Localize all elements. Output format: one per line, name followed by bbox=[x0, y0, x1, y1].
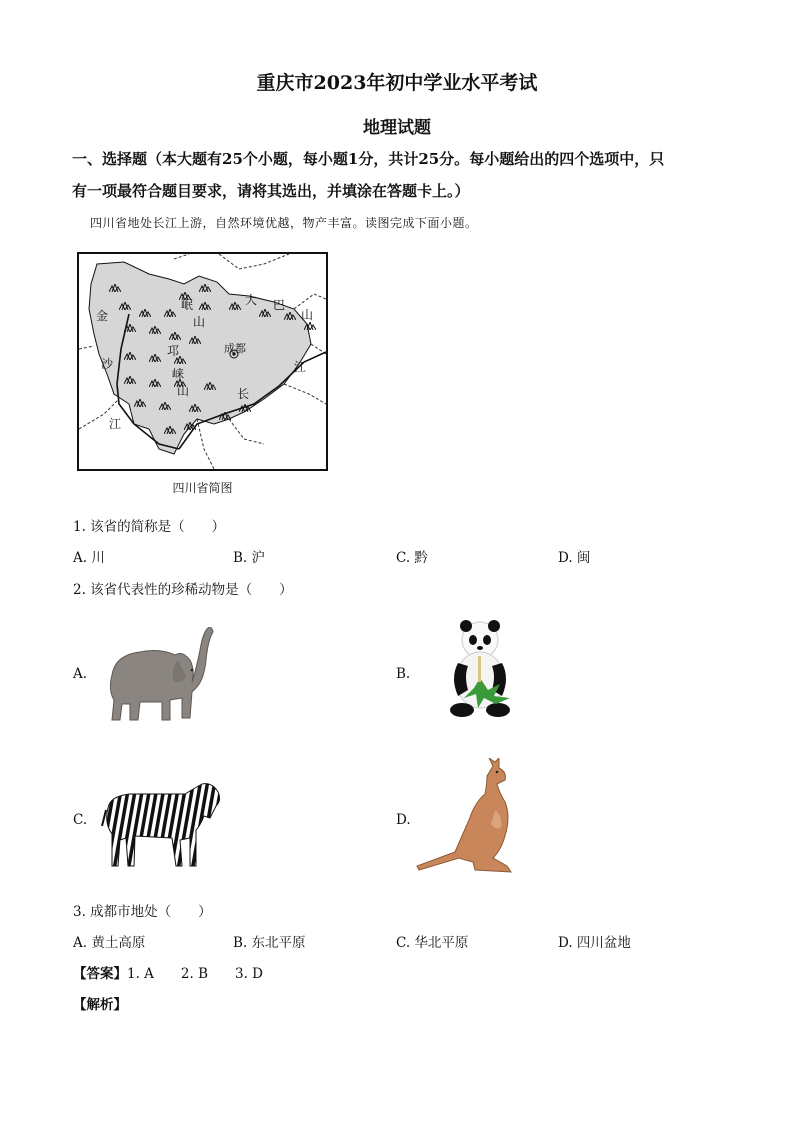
map-label-shan3: 山 bbox=[177, 384, 190, 398]
question-3-stem: 3. 成都市地处（ ） bbox=[73, 904, 212, 920]
elephant-icon bbox=[100, 620, 220, 725]
zebra-icon bbox=[100, 778, 225, 873]
question-3-option-c[interactable]: C. 华北平原 bbox=[396, 935, 469, 951]
intro-text: 四川省地处长江上游，自然环境优越，物产丰富。读图完成下面小题。 bbox=[90, 216, 478, 230]
answer-line bbox=[73, 962, 263, 982]
question-2-option-c[interactable]: C. bbox=[73, 812, 88, 828]
section-heading bbox=[72, 143, 732, 207]
question-1-option-d[interactable]: D. 闽 bbox=[558, 550, 591, 566]
question-3-option-d[interactable]: D. 四川盆地 bbox=[558, 935, 631, 951]
sichuan-map-svg bbox=[79, 254, 326, 469]
map-label-min: 岷 bbox=[181, 298, 194, 312]
question-2-option-a[interactable]: A. bbox=[73, 666, 88, 682]
map-label-qiong: 邛 bbox=[167, 344, 180, 358]
map-label-da: 大 bbox=[245, 293, 258, 307]
map-caption: 四川省简图 bbox=[172, 481, 233, 495]
map-label-sha: 沙 bbox=[101, 357, 114, 371]
map-label-shan1: 山 bbox=[193, 315, 206, 329]
kangaroo-icon bbox=[415, 758, 520, 878]
question-2-option-d[interactable]: D. bbox=[396, 812, 411, 828]
analysis-line bbox=[73, 993, 127, 1013]
map-label-chengdu: 成都 bbox=[224, 342, 246, 355]
question-1-stem: 1. 该省的简称是（ ） bbox=[73, 519, 226, 535]
question-3-option-b[interactable]: B. 东北平原 bbox=[233, 935, 306, 951]
answer-text: 1. A 2. B 3. D bbox=[127, 966, 264, 982]
panda-icon bbox=[440, 618, 520, 720]
question-1-option-a[interactable]: A. 川 bbox=[73, 550, 105, 566]
exam-title: 重庆市2023年初中学业水平考试 bbox=[256, 72, 538, 94]
map-label-ba: 巴 bbox=[273, 298, 286, 312]
subject-title: 地理试题 bbox=[363, 118, 431, 138]
map-label-lai: 崃 bbox=[172, 367, 185, 381]
section-heading-line1: 一、选择题（本大题有25个小题，每小题1分，共计25分。每小题给出的四个选项中，只 bbox=[72, 150, 665, 168]
map-label-jin: 金 bbox=[96, 309, 109, 323]
sichuan-map bbox=[77, 252, 328, 471]
question-1-option-c[interactable]: C. 黔 bbox=[396, 550, 428, 566]
analysis-label: 【解析】 bbox=[73, 997, 127, 1013]
map-label-jiang2: 江 bbox=[294, 360, 307, 374]
question-1-option-b[interactable]: B. 沪 bbox=[233, 550, 266, 566]
question-3-option-a[interactable]: A. 黄土高原 bbox=[73, 935, 146, 951]
question-2-option-b[interactable]: B. bbox=[396, 666, 411, 682]
answer-label: 【答案】 bbox=[73, 966, 127, 982]
section-heading-line2: 有一项最符合题目要求，请将其选出，并填涂在答题卡上。） bbox=[72, 182, 470, 200]
question-2-stem: 2. 该省代表性的珍稀动物是（ ） bbox=[73, 582, 293, 598]
map-label-chang: 长 bbox=[237, 387, 250, 401]
map-label-jiang1: 江 bbox=[109, 417, 122, 431]
map-label-shan2: 山 bbox=[301, 308, 314, 322]
